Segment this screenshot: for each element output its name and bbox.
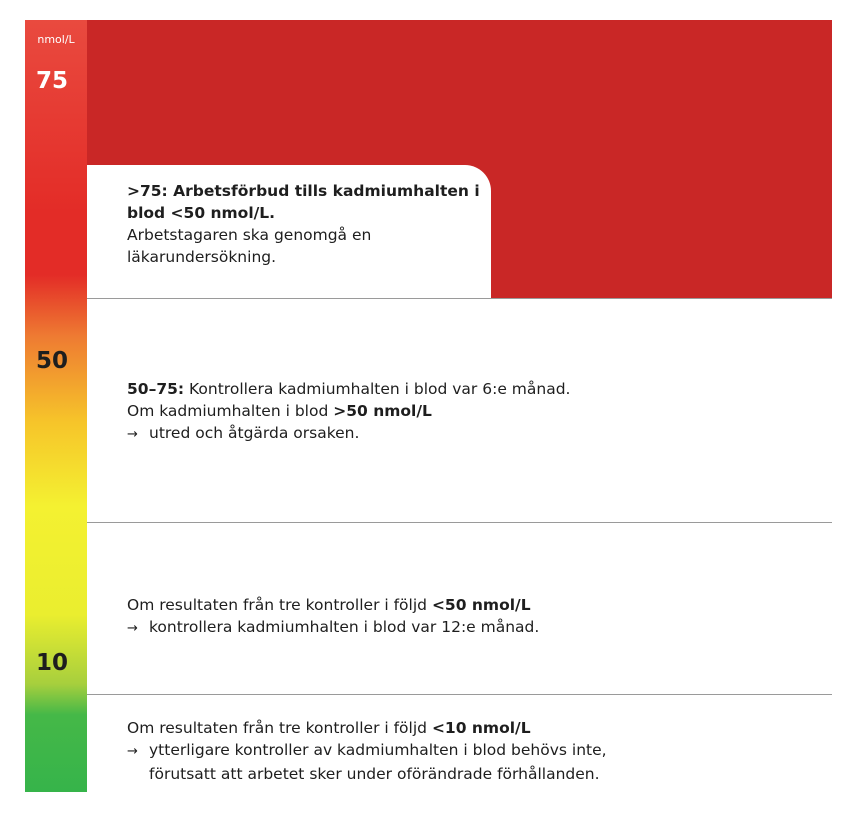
zone-below-50-text [127,594,817,640]
zone-50-75-line2: Om kadmiumhalten i blod [127,402,329,420]
zone-below-10-action-line2: förutsatt att arbetet sker under oförändrade förhållanden. [149,765,600,783]
zone-50-75-text [127,378,817,446]
divider-mid [87,522,832,523]
arrow-icon: → [127,744,138,759]
divider-10 [87,694,832,695]
zone-below-10-text [127,717,827,785]
zone-50-75-action: utred och åtgärda orsaken. [149,424,360,442]
tick-label-10: 10 [36,650,69,676]
concentration-scale-bar [25,20,87,792]
arrow-icon: → [127,427,138,442]
zone-50-75-line1: Kontrollera kadmiumhalten i blod var 6:e månad. [189,380,571,398]
tick-label-50: 50 [36,348,69,374]
arrow-icon: → [127,621,138,636]
divider-50 [87,298,832,299]
tick-label-75: 75 [36,68,69,94]
zone-below-10-threshold: <10 nmol/L [431,719,531,737]
work-ban-text [127,180,487,268]
scale-unit-label: nmol/L [37,33,75,46]
work-ban-title: >75: Arbetsförbud tills kadmiumhalten i blod <50 nmol/L. [127,182,480,222]
zone-below-50-condition: Om resultaten från tre kontroller i följd [127,596,427,614]
zone-50-75-range: 50–75: [127,380,185,398]
work-ban-description: Arbetstagaren ska genomgå en läkarundersökning. [127,226,372,266]
zone-below-10-condition: Om resultaten från tre kontroller i följd [127,719,427,737]
zone-below-50-threshold: <50 nmol/L [431,596,531,614]
zone-below-50-action: kontrollera kadmiumhalten i blod var 12:e månad. [149,618,540,636]
zone-50-75-threshold: >50 nmol/L [333,402,432,420]
zone-below-10-action-line1: ytterligare kontroller av kadmiumhalten i blod behövs inte, [149,741,607,759]
